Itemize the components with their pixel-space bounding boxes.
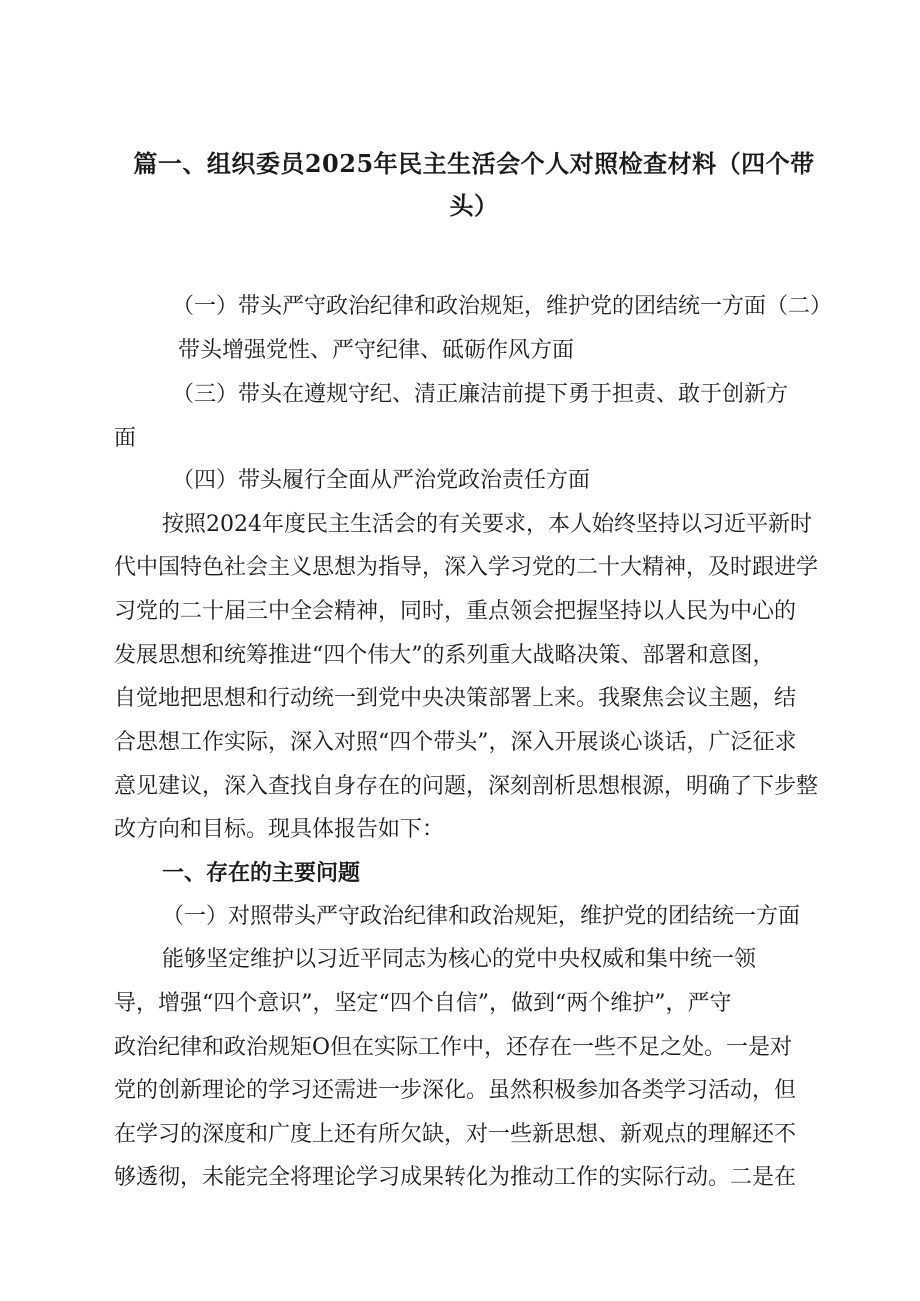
outline-item: （一）带头严守政治纪律和政治规矩，维护党的团结统一方面（二） <box>172 294 833 319</box>
outline-item: 带头增强党性、严守纪律、砥砺作风方面 <box>178 338 575 363</box>
intro-line: 自觉地把思想和行动统一到党中央决策部署上来。我聚焦会议主题，结 <box>114 686 797 711</box>
intro-line: 合思想工作实际，深入对照“四个带头”，深入开展谈心谈话，广泛征求 <box>114 730 797 755</box>
section-heading: 一、存在的主要问题 <box>162 860 361 886</box>
title-line-1: 篇一、组织委员2025年民主生活会个人对照检查材料（四个带 <box>133 149 815 178</box>
document-title <box>114 143 834 227</box>
intro-line: 按照2024年度民主生活会的有关要求，本人始终坚持以习近平新时 <box>162 512 812 537</box>
outline-item: 面 <box>114 426 137 451</box>
intro-line: 习党的二十届三中全会精神，同时，重点领会把握坚持以人民为中心的 <box>114 599 797 624</box>
body-line: 导，增强“四个意识”，坚定“四个自信”，做到“两个维护”，严守 <box>114 991 732 1016</box>
intro-line: 改方向和目标。现具体报告如下： <box>114 817 445 842</box>
subsection-heading: （一）对照带头严守政治纪律和政治规矩，维护党的团结统一方面 <box>162 904 801 929</box>
outline-item: （三）带头在遵规守纪、清正廉洁前提下勇于担责、敢于创新方 <box>172 382 789 407</box>
body-line: 能够坚定维护以习近平同志为核心的党中央权威和集中统一领 <box>162 947 757 972</box>
title-line-2: 头） <box>449 191 499 220</box>
body-line: 政治纪律和政治规矩O但在实际工作中，还存在一些不足之处。一是对 <box>114 1035 793 1060</box>
intro-line: 代中国特色社会主义思想为指导，深入学习党的二十大精神，及时跟进学 <box>114 555 819 580</box>
body-line: 党的创新理论的学习还需进一步深化。虽然积极参加各类学习活动，但 <box>114 1078 797 1103</box>
intro-line: 意见建议，深入查找自身存在的问题，深刻剖析思想根源，明确了下步整 <box>114 774 819 799</box>
body-line: 在学习的深度和广度上还有所欠缺，对一些新思想、新观点的理解还不 <box>114 1122 797 1147</box>
body-line: 够透彻，未能完全将理论学习成果转化为推动工作的实际行动。二是在 <box>114 1165 797 1190</box>
outline-item: （四）带头履行全面从严治党政治责任方面 <box>172 468 591 493</box>
intro-line: 发展思想和统筹推进“四个伟大”的系列重大战略决策、部署和意图， <box>114 643 775 668</box>
